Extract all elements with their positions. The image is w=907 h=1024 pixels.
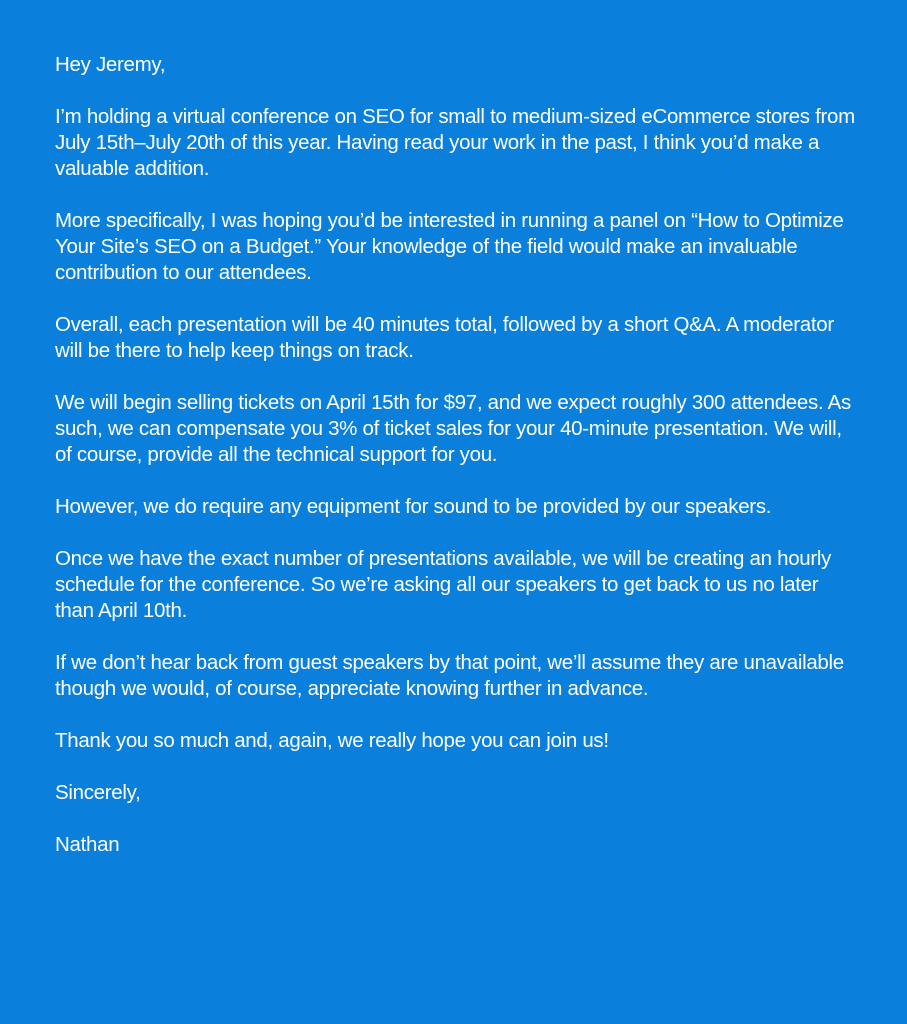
signature: Nathan: [55, 833, 120, 856]
paragraph-panel-topic: More specifically, I was hoping you’d be interested in running a panel on “How to Optimize Your Site’s SEO on a Budget.” Your knowledge of the field would make an invaluable contribution to our attendees.: [55, 209, 844, 284]
email-letter: [55, 52, 855, 858]
closing: Sincerely,: [55, 781, 141, 804]
paragraph-presentation-format: Overall, each presentation will be 40 minutes total, followed by a short Q&A. A moderator will be there to help keep things on track.: [55, 313, 834, 362]
paragraph-equipment: However, we do require any equipment for sound to be provided by our speakers.: [55, 495, 772, 518]
paragraph-compensation: We will begin selling tickets on April 15th for $97, and we expect roughly 300 attendees. As such, we can compensate you 3% of ticket sales for your 40-minute presentation. We will, of course, provide all the technical support for you.: [55, 391, 851, 466]
paragraph-invitation: I’m holding a virtual conference on SEO for small to medium-sized eCommerce stores from July 15th–July 20th of this year. Having read your work in the past, I think you’d make a valuable addition.: [55, 105, 855, 180]
paragraph-no-response: If we don’t hear back from guest speakers by that point, we’ll assume they are unavailable though we would, of course, appreciate knowing further in advance.: [55, 651, 844, 700]
greeting: Hey Jeremy,: [55, 53, 166, 76]
paragraph-thanks: Thank you so much and, again, we really hope you can join us!: [55, 729, 609, 752]
paragraph-schedule-deadline: Once we have the exact number of presentations available, we will be creating an hourly schedule for the conference. So we’re asking all our speakers to get back to us no later than April 10th.: [55, 547, 832, 622]
